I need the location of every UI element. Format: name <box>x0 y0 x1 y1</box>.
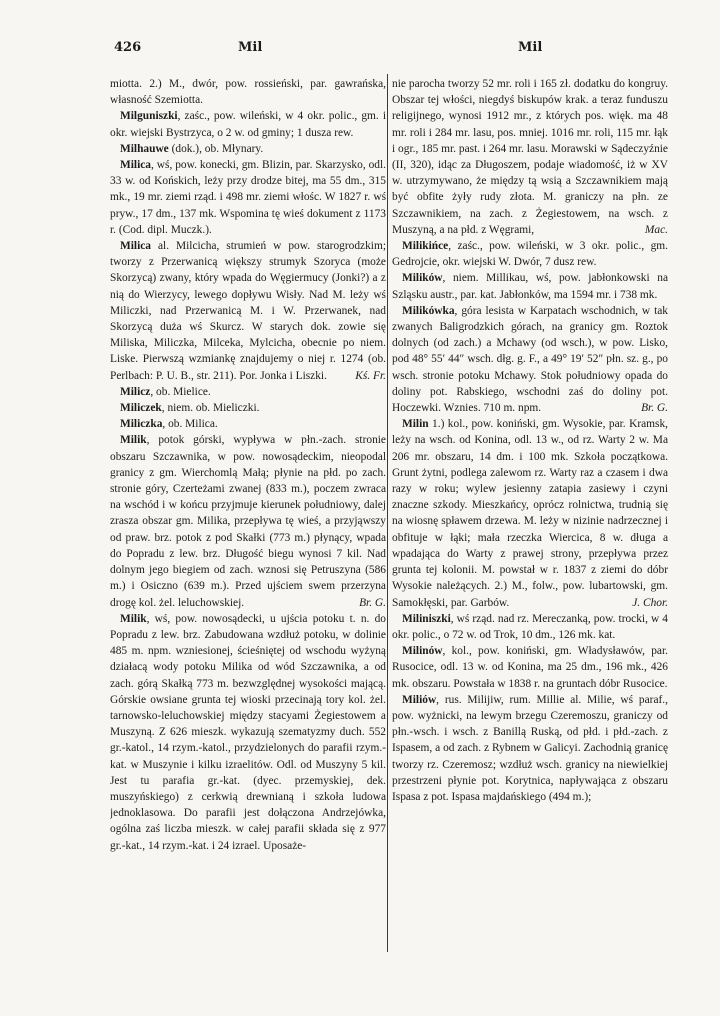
entry-headword: Milica <box>120 159 151 172</box>
entry-paragraph <box>392 238 668 270</box>
entry-headword: Miliczek <box>120 402 162 415</box>
author-signature: Kś. Fr. <box>355 369 386 382</box>
entry-headword: Milinów <box>402 645 443 658</box>
entry-text: nie parocha tworzy 52 mr. roli i 165 zł. dodatku do kongruy. Obszar tej włości, niegdyś biskupów krak. a teraz funduszu religijnego, wynosi 1912 mr., z których pos. więk. ma 48 mr. roli i 284 mr. lasu, pos. mniej. 1016 mr. roli, 115 mr. łąk i ogr., 185 mr. past. i 264 mr. lasu. Morawski w Sądeczyźnie (II, 320), idąc za Długoszem, podaje wiadomość, iż w XV w. utrzymywano, że między tą wsią a Szczawnikiem mają być obfite żyły rudy złota. M. graniczy na płn. ze Szczawnikiem, na zach. z Żegiestowem, na wsch. z Muszyną, a na płd. z Węgrami, <box>392 78 668 236</box>
right-column <box>392 76 668 956</box>
entry-headword: Milin <box>402 418 429 431</box>
entry-paragraph <box>110 141 386 157</box>
entry-text: , niem. ob. Mieliczki. <box>161 402 260 415</box>
entry-text: , zaśc., pow. wileński, w 3 okr. polic., gm. Gedrojcie, okr. wiejski W. Dwór, 7 dusz rew. <box>392 240 668 269</box>
page-number: 426 <box>114 40 142 55</box>
entry-text: , wś, pow. konecki, gm. Blizin, par. Skarzysko, odl. 33 w. od Końskich, leży przy drodze bitej, ma 55 dm., 315 mk., 19 mr. ziemi rząd. i 498 mr. ziemi włośc. W 1827 r. wś pryw., 17 dm., 137 mk. Wspomina tę wieś dokument z 1173 r. (Cod. dipl. Muczk.). <box>110 159 386 236</box>
author-signature: Br. G. <box>359 596 386 609</box>
entry-text: , wś rząd. nad rz. Mereczanką, pow. trocki, w 4 okr. polic., o 72 w. od Trok, 10 dm., 126 mk. kat. <box>392 612 668 641</box>
entry-text: , potok górski, wypływa w płn.-zach. stronie obszaru Szczawnika, w pow. nowosądeckim, nieopodal granicy z gm. Wierchomlą Małą; płynie na płd. po zach. stronie góry, Czerteżami zwanej (833 m.), poczem zwraca na wschód i w końcu przyjmuje kierunek południowy, dalej zrasza obszar gm. Milika, przepływa tę wieś, a przyjąwszy od praw. brz. potok z pod Skałki (773 m.) płynący, wpada do Popradu z lew. brz. Długość biegu wynosi 7 kil. Nad dolnym jego biegiem od zach. wznosi się Petruszyna (586 m.) i Osiczno (639 m.). Przed ujściem swem przerzyna drogę kol. żel. leluchowskiej. <box>110 434 386 609</box>
entry-text: , rus. Milijiw, rum. Millie al. Milie, wś paraf., pow. wyżnicki, na lewym brzegu Czeremoszu, graniczy od płn.-wsch. i wsch. z Banillą Ruską, od płd. i płd.-zach. z Ispasem, a od zach. z Rybnem w Galicyi. Zachodnią granicę tworzy rz. Czeremosz; wzdłuż wsch. granicy na niewielkiej przestrzeni płynie pot. Korytnica, napływająca z obszaru Ispasa z pot. Ispasa majdańskiego (494 m.); <box>392 693 668 803</box>
entry-headword: Miliczka <box>120 418 163 431</box>
running-head-left: Mil <box>238 40 263 55</box>
entry-paragraph <box>392 270 668 302</box>
entry-headword: Miliów <box>402 693 437 706</box>
entry-paragraph <box>392 692 668 805</box>
entry-text: , niem. Millikau, wś, pow. jabłonkowski na Szląsku austr., par. kat. Jabłonków, ma 1594 mr. i 738 mk. <box>392 272 668 301</box>
entry-paragraph <box>392 303 668 416</box>
entry-paragraph <box>110 384 386 400</box>
entry-headword: Miliniszki <box>402 612 451 625</box>
entry-headword: Milguniszki <box>120 110 178 123</box>
entry-text: 1.) kol., pow. koniński, gm. Wysokie, par. Kramsk, leży na wsch. od Konina, odl. 13 w., od rz. Warty 2 w. Ma 206 mr. obszaru, 14 dm. i 100 mk. Szkoła początkowa. Grunt żytni, podlega zalewom rz. Warty raz a czasem i dwa razy w roku; wylew jesienny zatapia zasiewy i czyni znaczne szkody. Mieszkańcy, oprócz rolnictwa, trudnią się na wiosnę spławem drzewa. M. leży w nizinie nadrzecznej i obfituje w łąki; mała rzeczka Wiercica, 8 w. długa a wpadająca do Warty z prawej strony, przepływa przez grunta tej kolonii. M. powstał w r. 1837 z ziemi do dóbr Wysokie należących. 2.) M., folw., pow. lubartowski, gm. Samokłęski, par. Garbów. <box>392 418 668 609</box>
running-head-right: Mil <box>518 40 543 55</box>
entry-text: , kol., pow. koniński, gm. Władysławów, par. Rusocice, odl. 13 w. od Konina, ma 25 dm., 196 mk., 426 mk. obszaru. Powstała w 1838 r. na gruntach dóbr Rusocice. <box>392 645 668 690</box>
entry-text: , góra lesista w Karpatach wschodnich, w tak zwanych Baligrodzkich górach, na granicy gm. Roztok dolnych (od zach.) a Mchawy (od wsch.), w pow. Lisko, pod 48° 55′ 44″ wsch. dłg. g. F., a 49° 19′ 52″ płn. sz. g., po wsch. stronie potoku Mchawy. Stok południowy opada do doliny pot. Rabskiego, wschodni zaś do doliny pot. Hoczewki. Wznies. 710 m. npm. <box>392 304 668 415</box>
entry-paragraph <box>110 416 386 432</box>
entry-headword: Milików <box>402 272 443 285</box>
entry-text: miotta. 2.) M., dwór, pow. rossieński, par. gawrańska, własność Szemiotta. <box>110 78 386 107</box>
column-divider <box>387 74 388 952</box>
author-signature: Br. G. <box>641 402 668 415</box>
entry-paragraph <box>110 157 386 238</box>
entry-paragraph <box>110 611 386 854</box>
entry-text: , ob. Mielice. <box>150 385 211 398</box>
left-column <box>110 76 386 956</box>
entry-text: , zaśc., pow. wileński, w 4 okr. polic., gm. i okr. wiejski Bystrzyca, o 2 w. od gminy; 1 dusza rew. <box>110 110 386 139</box>
entry-headword: Milik <box>120 434 147 447</box>
entry-headword: Milhauwe <box>120 142 169 155</box>
entry-text: , ob. Milica. <box>162 418 218 431</box>
entry-text: (dok.), ob. Młynary. <box>168 142 264 155</box>
entry-paragraph <box>392 76 668 238</box>
entry-headword: Milikówka <box>402 304 455 317</box>
entry-text: , wś, pow. nowosądecki, u ujścia potoku t. n. do Popradu z lew. brz. Zabudowana wzdłuż potoku, w dolinie 485 m. npm. wzniesionej, ścieśniętej od wschodu wyżyną działacą wody potoku Milika od wód Szczawnika, a od zach. górą Skałką 773 m. bezwzględnej wysokości mającą. Górskie owsiane grunta tej wioski przecinają tory kol. żel. tarnowsko-leluchowskiej między stacyami Żegiestowem a Muszyną. Z 626 mieszk. wykazują szematyzmy duch. 552 gr.-katol., 14 rzym.-katol., przydzielonych do parafii rzym.-kat. w Muszynie i kilku izraelitów. Odl. od Muszyny 5 kil. Jest tu parafia gr.-kat. (dyec. przemyskiej, dek. muszyńskiego) z cerkwią drewnianą i szkoła ludowa jednoklasowa. Do parafii jest dołączona Andrzejówka, ogólna zaś liczba mieszk. w całej parafii składa się z 977 gr.-kat., 14 rzym.-kat. i 24 izrael. Uposaże- <box>110 612 386 852</box>
entry-paragraph <box>392 416 668 610</box>
author-signature: J. Chor. <box>632 596 668 609</box>
entry-headword: Milicz <box>120 385 151 398</box>
author-signature: Mac. <box>644 223 668 236</box>
entry-paragraph <box>110 108 386 140</box>
entry-paragraph <box>110 76 386 108</box>
entry-text: al. Milcicha, strumień w pow. starogrodzkim; tworzy z Przerwanicą większy strumyk Szoryca (może Skorzycą) zwany, który wpada do Węgiermucy (Jonki?) a z nią do Wierzycy, lewego dopływu Wisły. Nad M. leży wś Miliczki, nad Przerwanicą M. i W. Przerwanek, nad Skorzycą duża wś Skurcz. W starych dok. zowie się Miliska, Miliczka, Milceka, Mylcicha, obecnie po niem. Liske. Pierwszą wzmiankę znajdujemy o niej r. 1274 (ob. Perlbach: P. U. B., str. 211). Por. Jonka i Liszki. <box>110 240 386 382</box>
entry-paragraph <box>110 400 386 416</box>
entry-paragraph <box>110 238 386 384</box>
page-header <box>110 40 670 60</box>
entry-headword: Milica <box>120 240 151 253</box>
entry-headword: Milik <box>120 612 147 625</box>
entry-headword: Milikińce <box>402 240 449 253</box>
entry-paragraph <box>110 432 386 610</box>
entry-paragraph <box>392 611 668 643</box>
entry-paragraph <box>392 643 668 692</box>
